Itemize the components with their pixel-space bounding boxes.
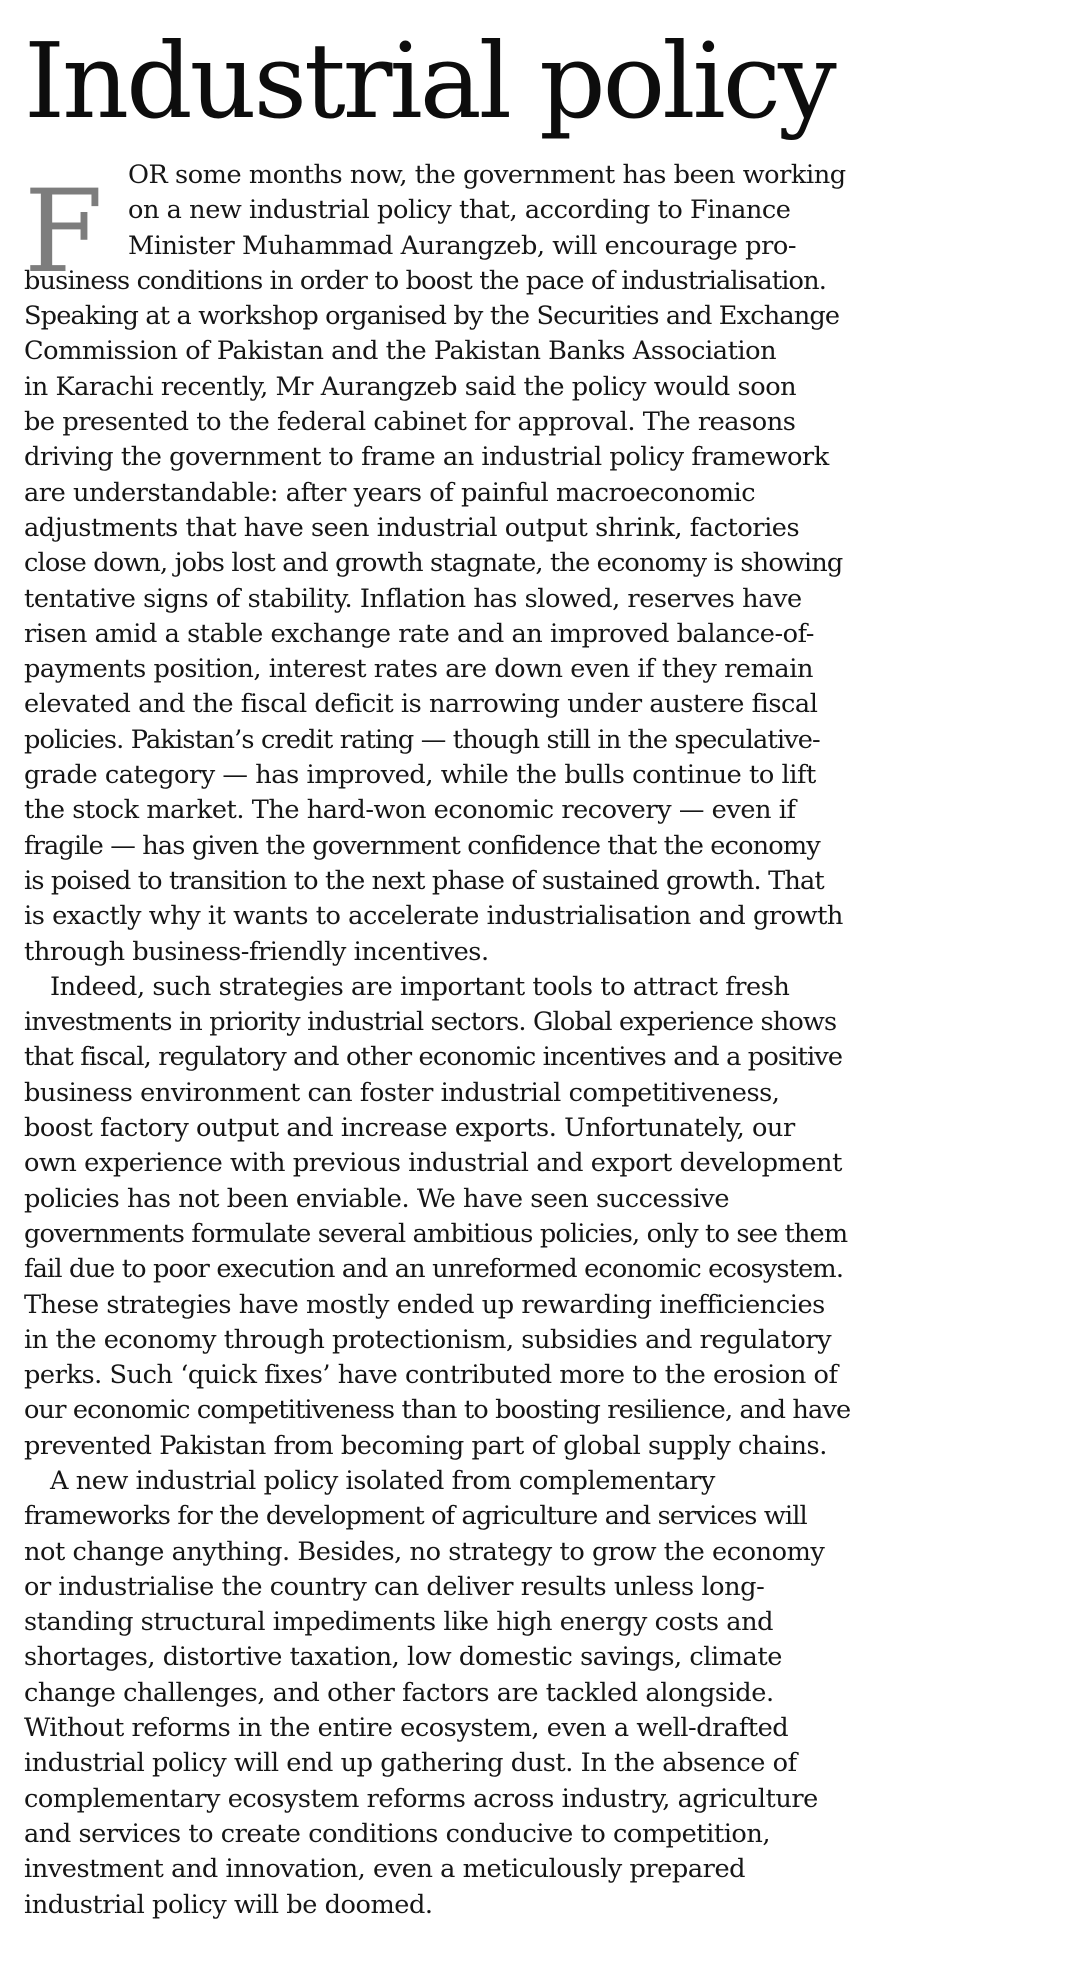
body-line: the stock market. The hard-won economic recovery — even if — [24, 795, 796, 826]
body-line: that fiscal, regulatory and other economic incentives and a positive — [24, 1042, 843, 1073]
paragraph-start-line: A new industrial policy isolated from complementary — [50, 1465, 715, 1496]
body-line: fragile — has given the government confidence that the economy — [24, 830, 820, 861]
body-line: be presented to the federal cabinet for approval. The reasons — [24, 407, 796, 438]
body-line: through business-friendly incentives. — [24, 936, 489, 967]
body-line: investment and innovation, even a meticulously prepared — [24, 1854, 746, 1885]
body-line: elevated and the fiscal deficit is narrowing under austere fiscal — [24, 689, 818, 720]
body-line: Without reforms in the entire ecosystem, even a well-drafted — [24, 1713, 789, 1744]
body-line: industrial policy will be doomed. — [24, 1889, 433, 1920]
body-line: on a new industrial policy that, according to Finance — [128, 195, 791, 226]
body-line: investments in priority industrial sectors. Global experience shows — [24, 1007, 837, 1038]
body-line: Speaking at a workshop organised by the Securities and Exchange — [24, 301, 840, 332]
body-line: shortages, distortive taxation, low domestic savings, climate — [24, 1642, 782, 1673]
headline: Industrial policy — [24, 20, 834, 142]
body-line: in Karachi recently, Mr Aurangzeb said the policy would soon — [24, 371, 797, 402]
body-line: risen amid a stable exchange rate and an improved balance-of- — [24, 618, 814, 649]
body-line: or industrialise the country can deliver results unless long- — [24, 1571, 765, 1602]
body-line: is exactly why it wants to accelerate industrialisation and growth — [24, 901, 843, 932]
body-line: driving the government to frame an industrial policy framework — [24, 442, 829, 473]
body-line: standing structural impediments like high energy costs and — [24, 1607, 774, 1638]
body-line: close down, jobs lost and growth stagnate, the economy is showing — [24, 548, 843, 579]
body-line: our economic competitiveness than to boosting resilience, and have — [24, 1395, 851, 1426]
body-line: governments formulate several ambitious policies, only to see them — [24, 1218, 848, 1249]
body-line: industrial policy will end up gathering dust. In the absence of — [24, 1748, 797, 1779]
body-line: grade category — has improved, while the bulls continue to lift — [24, 760, 816, 791]
body-line: boost factory output and increase exports. Unfortunately, our — [24, 1113, 795, 1144]
body-line: Commission of Pakistan and the Pakistan Banks Association — [24, 336, 777, 367]
paragraph-start-line: Indeed, such strategies are important tools to attract fresh — [50, 971, 790, 1002]
body-line: adjustments that have seen industrial output shrink, factories — [24, 512, 800, 543]
body-line: business environment can foster industrial competitiveness, — [24, 1077, 780, 1108]
body-line: payments position, interest rates are down even if they remain — [24, 654, 813, 685]
body-line: prevented Pakistan from becoming part of global supply chains. — [24, 1430, 827, 1461]
body-line: complementary ecosystem reforms across industry, agriculture — [24, 1783, 818, 1814]
body-line: OR some months now, the government has been working — [128, 160, 846, 190]
body-line: frameworks for the development of agriculture and services will — [24, 1501, 807, 1532]
drop-cap: F — [24, 165, 104, 298]
body-line: are understandable: after years of painful macroeconomic — [24, 477, 756, 508]
body-line: change challenges, and other factors are tackled alongside. — [24, 1677, 774, 1708]
body-line: tentative signs of stability. Inflation has slowed, reserves have — [24, 583, 802, 614]
body-line: is poised to transition to the next phase of sustained growth. That — [24, 865, 824, 896]
body-line: own experience with previous industrial and export development — [24, 1148, 842, 1179]
body-line: perks. Such ‘quick fixes’ have contributed more to the erosion of — [24, 1360, 838, 1391]
body-line: business conditions in order to boost the pace of industrialisation. — [24, 265, 827, 296]
body-line: policies. Pakistan’s credit rating — though still in the speculative- — [24, 724, 820, 755]
body-line: not change anything. Besides, no strategy to grow the economy — [24, 1536, 825, 1567]
body-line: These strategies have mostly ended up rewarding inefficiencies — [24, 1289, 825, 1320]
body-line: fail due to poor execution and an unreformed economic ecosystem. — [24, 1254, 844, 1285]
body-line: policies has not been enviable. We have seen successive — [24, 1183, 730, 1214]
article-body — [24, 158, 1078, 1923]
body-line: in the economy through protectionism, subsidies and regulatory — [24, 1324, 832, 1355]
body-line: and services to create conditions conducive to competition, — [24, 1818, 771, 1849]
body-line: Minister Muhammad Aurangzeb, will encourage pro- — [128, 230, 797, 261]
